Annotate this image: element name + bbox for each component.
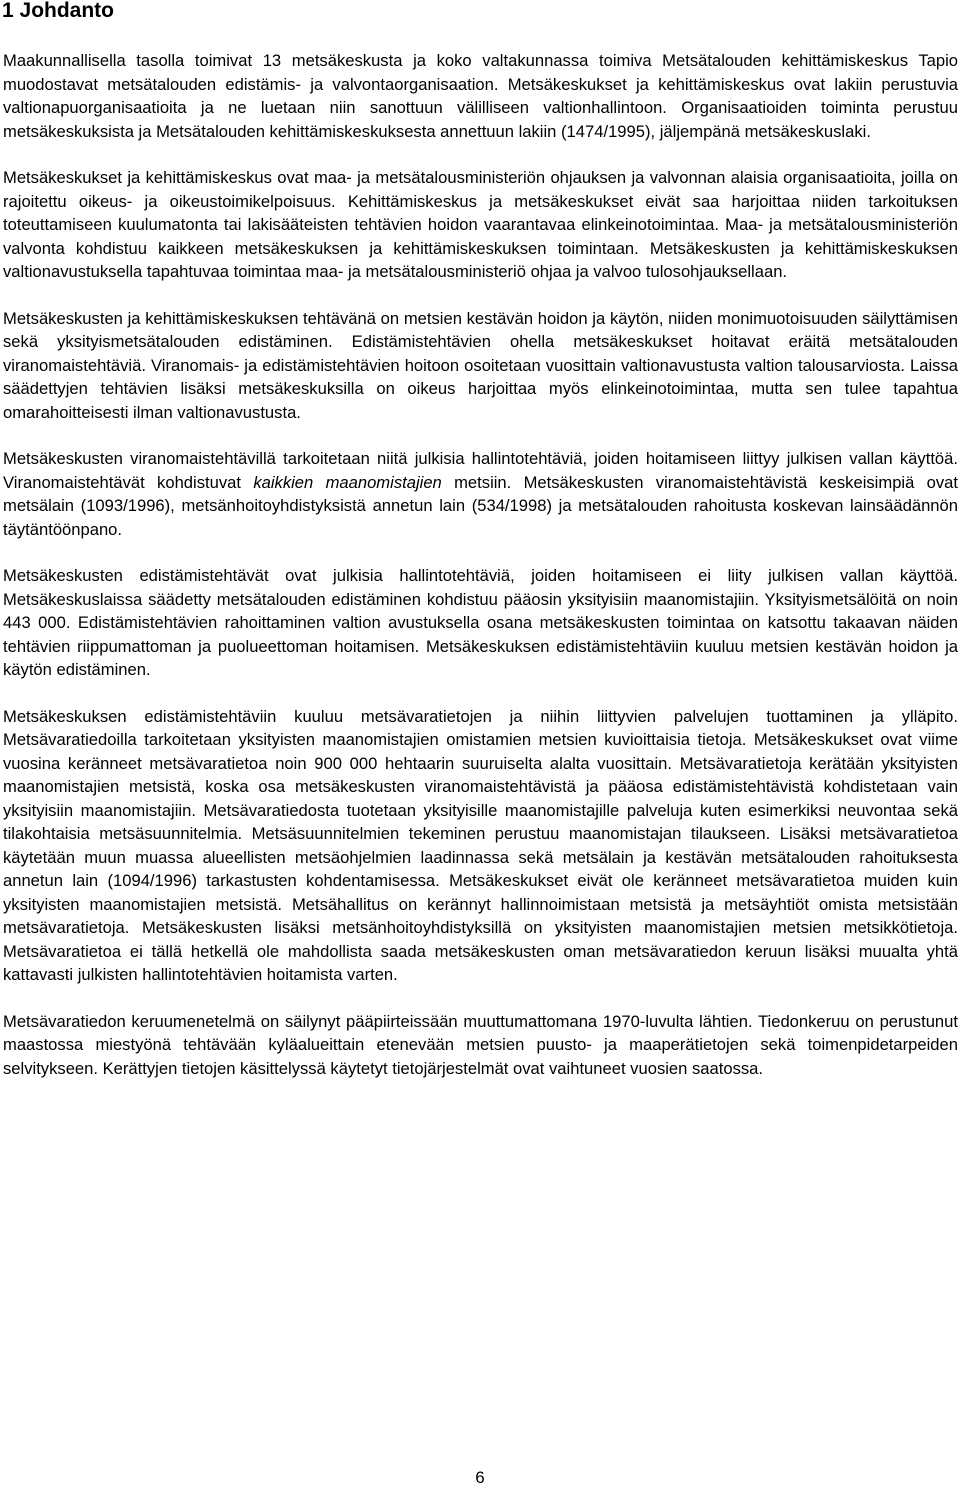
section-heading: 1 Johdanto [2,0,115,22]
paragraph-7: Metsävaratiedon keruumenetelmä on säilynyt pääpiirteissään muuttumattomana 1970-luvulta lähtien. Tiedonkeruu on perustunut maastossa miestyönä tehtävään kyläalueittain etenevään metsien puusto- ja maaperätietojen sekä toimenpidetarpeiden selvitykseen. Kerättyjen tietojen käsittelyssä käytetyt tietojärjestelmät ovat vaihtuneet vuosien saatossa. [3,1011,958,1078]
paragraph-1: Maakunnallisella tasolla toimivat 13 metsäkeskusta ja koko valtakunnassa toimiva Metsätalouden kehittämiskeskus Tapio muodostavat metsätalouden edistämis- ja valvontaorganisaation. Metsäkeskukset ja kehittämiskeskus ovat lakiin perustuvia valtionapuorganisaatioita ja ne luetaan niin sanottuun välilliseen valtionhallintoon. Organisaatioiden toiminta perustuu metsäkeskuksista ja Metsätalouden kehittämiskeskuksesta annettuun lakiin (1474/1995), jäljempänä metsäkeskuslaki. [3,51,958,141]
paragraph-5: Metsäkeskusten edistämistehtävät ovat julkisia hallintotehtäviä, joiden hoitamiseen ei liity julkisen vallan käyttöä. Metsäkeskuslaissa säädetty metsätalouden edistäminen kohdistuu pääosin yksityisiin maanomistajiin. Yksityismetsälöitä on noin 443 000. Edistämistehtävien rahoittaminen valtion avustuksella osana metsäkeskusten toimintaa on katsottu takaavan näiden tehtävien riippumattoman ja puolueettoman hoitamisen. Metsäkeskuksen edistämistehtäviin kuuluu metsien kestävän hoidon ja käytön edistäminen. [3,566,958,679]
paragraph-4-text-start: Metsäkeskusten viranomaistehtävillä tarkoitetaan niitä julkisia hallintotehtäviä, joiden hoitamiseen liittyy julkisen vallan käyttöä. Viranomaistehtävät kohdistuvat [3,449,958,492]
paragraph-4 [3,447,958,541]
body-text [3,49,958,1103]
paragraph-2: Metsäkeskukset ja kehittämiskeskus ovat maa- ja metsätalousministeriön ohjauksen ja valvonnan alaisia organisaatioita, joilla on rajoitettu oikeus- ja oikeustoimikelpoisuus. Kehittämiskeskus ja metsäkeskukset eivät saa harjoittaa niiden tarkoituksen toteuttamiseen kuulumatonta tai lakisääteisten tehtävien hoidon vaarantavaa elinkeinotoimintaa. Maa- ja metsätalousministeriön valvonta kohdistuu kaikkeen metsäkeskuksen ja kehittämiskeskuksen toimintaan. Metsäkeskusten ja kehittämiskeskuksen valtionavustuksella tapahtuvaa toimintaa maa- ja metsätalousministeriö ohjaa ja valvoo tulosohjauksellaan. [3,168,958,281]
paragraph-3: Metsäkeskusten ja kehittämiskeskuksen tehtävänä on metsien kestävän hoidon ja käytön, niiden monimuotoisuuden säilyttämisen sekä yksityismetsätalouden edistäminen. Edistämistehtävien ohella metsäkeskukset hoitavat eräitä metsätalouden viranomaistehtäviä. Viranomais- ja edistämistehtävien hoitoon osoitetaan vuosittain valtionavustusta valtion talousarviosta. Laissa säädettyjen tehtävien lisäksi metsäkeskuksilla on oikeus harjoittaa myös elinkeinotoimintaa, mutta sen tulee tapahtua omarahoitteisesti ilman valtionavustusta. [3,308,958,422]
paragraph-4-emphasis: kaikkien maanomistajien [253,472,442,492]
page-number: 6 [475,1468,485,1487]
paragraph-6: Metsäkeskuksen edistämistehtäviin kuuluu metsävaratietojen ja niihin liittyvien palvelujen tuottaminen ja ylläpito. Metsävaratiedoilla tarkoitetaan yksityisten maanomistajien omistamien metsien kuvioittaisia tietoja. Metsäkeskukset ovat viime vuosina keränneet metsävaratietoa noin 900 000 hehtaarin suuruiselta alalta vuosittain. Metsävaratietoja kerätään yksityisten maanomistajien metsistä, koska osa metsäkeskusten viranomaistehtävistä ja pääosa edistämistehtävistä kohdistetaan vain yksityisiin maanomistajiin. Metsävaratiedosta tuotetaan yksityisille maanomistajille palveluja kuten esimerkiksi neuvontaa sekä tilakohtaisia metsäsuunnitelmia. Metsäsuunnitelmien tekeminen perustuu maanomistajan tilaukseen. Lisäksi metsävaratietoa käytetään muun muassa alueellisten metsäohjelmien laadinnassa sekä metsälain ja kestävän metsätalouden rahoituksesta annetun lain (1094/1996) tarkastusten kohdentamisessa. Metsäkeskukset eivät ole keränneet metsävaratietoa muiden kuin yksityisten maanomistajien metsistä. Metsähallitus on kerännyt hallinnoimistaan metsistä ja metsäyhtiöt omista metsistään metsävaratietoja. Metsäkeskusten lisäksi metsänhoitoyhdistyksillä on yksityisten maanomistajien metsien metsikkötietoja. Metsävaratietoa ei tällä hetkellä ole mahdollista saada metsäkeskusten oman metsävaratiedon keruun lisäksi muualta yhtä kattavasti julkisten hallintotehtävien hoitamista varten. [3,706,958,984]
paragraph-4-text-end: metsiin. Metsäkeskusten viranomaistehtävistä keskeisimpiä ovat metsälain (1093/1996), metsänhoitoyhdistyksistä annetun lain (534/1998) ja metsätalouden rahoitusta koskevan lainsäädännön täytäntöönpano. [3,472,959,539]
